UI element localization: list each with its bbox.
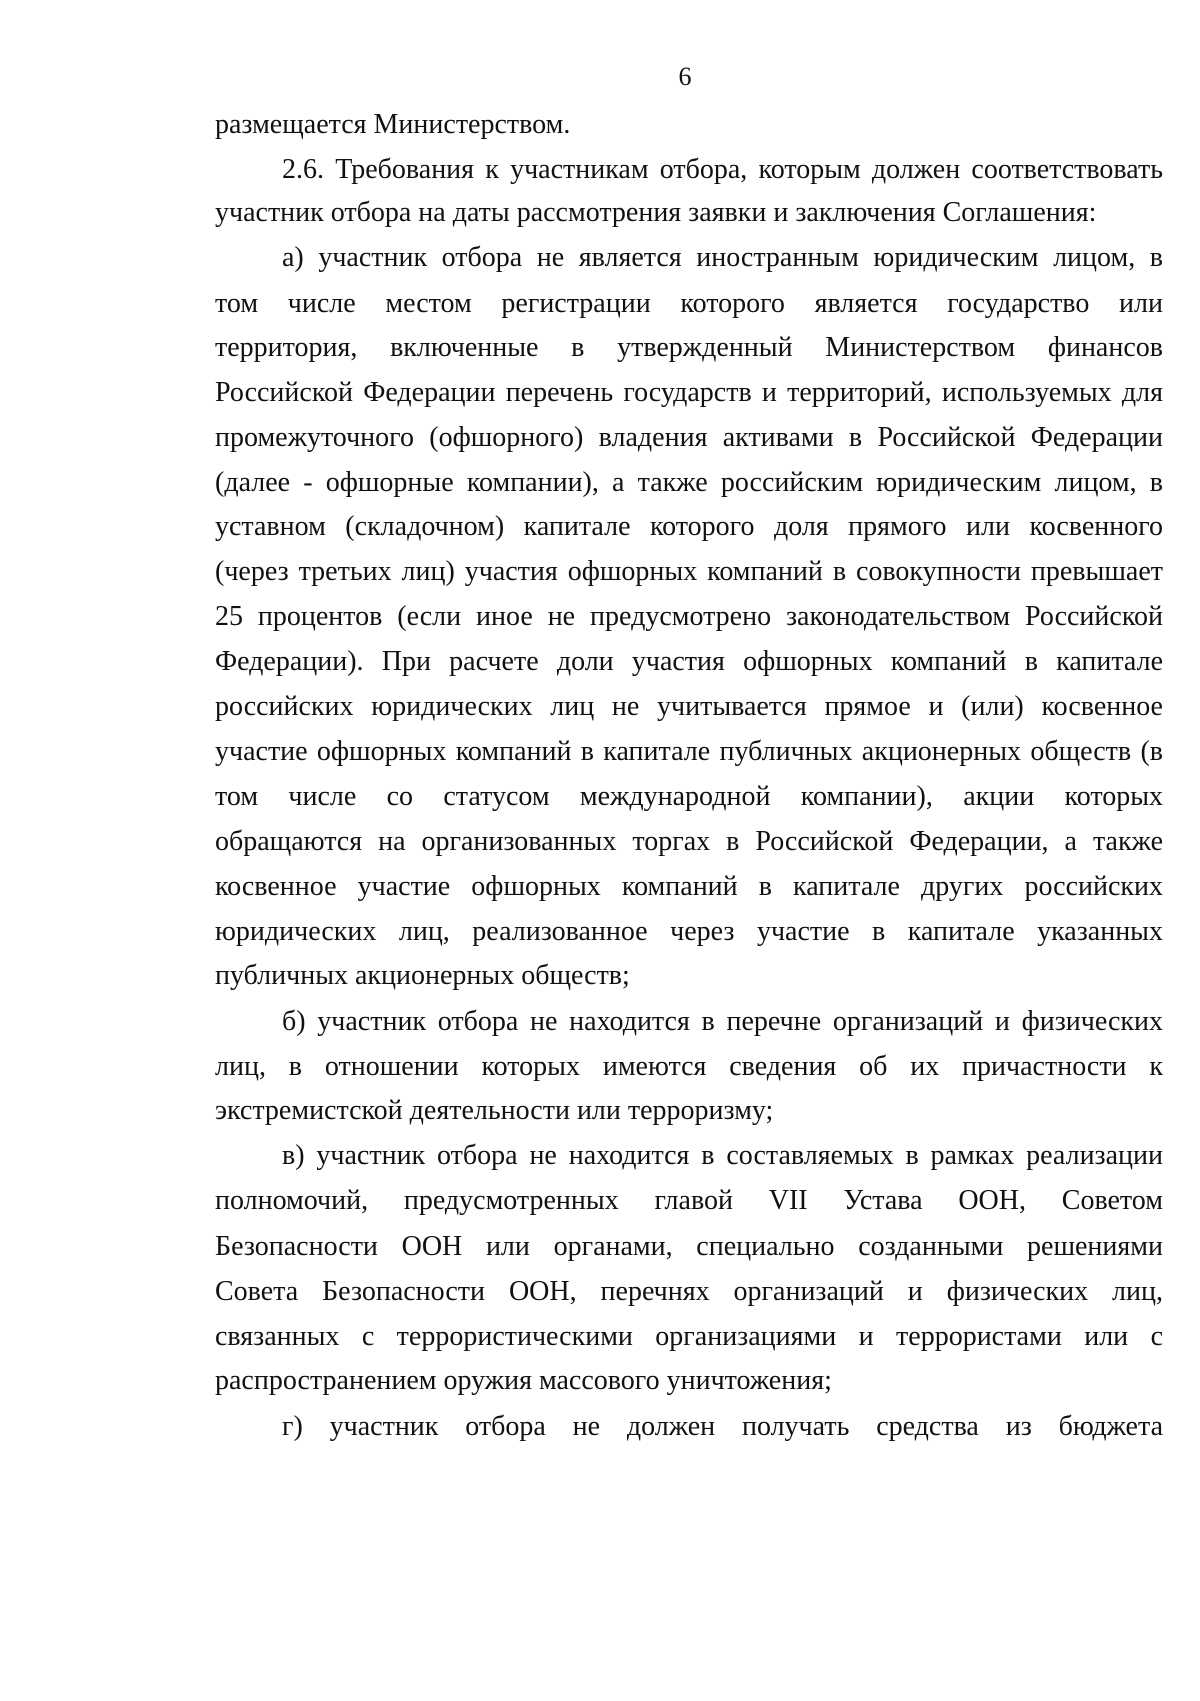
text-line: а) участник отбора не является иностранным юридическим лицом, в — [282, 242, 1163, 273]
text-line: г) участник отбора не должен получать средства из бюджета — [282, 1411, 1163, 1442]
text-line: участник отбора на даты рассмотрения заявки и заключения Соглашения: — [215, 197, 1097, 228]
text-line: участие офшорных компаний в капитале публичных акционерных обществ (в — [215, 736, 1163, 767]
text-line: размещается Министерством. — [215, 109, 571, 140]
text-line: территория, включенные в утвержденный Министерством финансов — [215, 332, 1163, 363]
text-line: полномочий, предусмотренных главой VII Устава ООН, Советом — [215, 1185, 1163, 1216]
text-line: (через третьих лиц) участия офшорных компаний в совокупности превышает — [215, 556, 1163, 587]
text-line: связанных с террористическими организациями и террористами или с — [215, 1321, 1163, 1352]
text-line: Безопасности ООН или органами, специально созданными решениями — [215, 1231, 1163, 1262]
text-line: том числе местом регистрации которого является государство или — [215, 288, 1163, 319]
text-line: юридических лиц, реализованное через участие в капитале указанных — [215, 916, 1163, 947]
text-line: в) участник отбора не находится в составляемых в рамках реализации — [282, 1140, 1163, 1171]
text-line: Совета Безопасности ООН, перечнях организаций и физических лиц, — [215, 1276, 1163, 1307]
text-line: том числе со статусом международной компании), акции которых — [215, 781, 1163, 812]
text-line: Российской Федерации перечень государств и территорий, используемых для — [215, 377, 1163, 408]
text-line: Федерации). При расчете доли участия офшорных компаний в капитале — [215, 646, 1163, 677]
text-line: обращаются на организованных торгах в Российской Федерации, а также — [215, 826, 1163, 857]
text-line: публичных акционерных обществ; — [215, 960, 630, 991]
page-number: 6 — [678, 62, 692, 91]
text-line: российских юридических лиц не учитывается прямое и (или) косвенное — [215, 691, 1163, 722]
text-line: распространением оружия массового уничтожения; — [215, 1365, 832, 1396]
text-line: 25 процентов (если иное не предусмотрено законодательством Российской — [215, 601, 1163, 632]
text-line: косвенное участие офшорных компаний в капитале других российских — [215, 871, 1163, 902]
text-line: лиц, в отношении которых имеются сведения об их причастности к — [215, 1051, 1163, 1082]
text-line: (далее - офшорные компании), а также российским юридическим лицом, в — [215, 467, 1163, 498]
text-line: промежуточного (офшорного) владения активами в Российской Федерации — [215, 422, 1163, 453]
text-line: б) участник отбора не находится в перечне организаций и физических — [282, 1006, 1163, 1037]
text-line: экстремистской деятельности или терроризму; — [215, 1095, 774, 1126]
text-line: уставном (складочном) капитале которого доля прямого или косвенного — [215, 511, 1163, 542]
text-line: 2.6. Требования к участникам отбора, которым должен соответствовать — [282, 154, 1163, 185]
